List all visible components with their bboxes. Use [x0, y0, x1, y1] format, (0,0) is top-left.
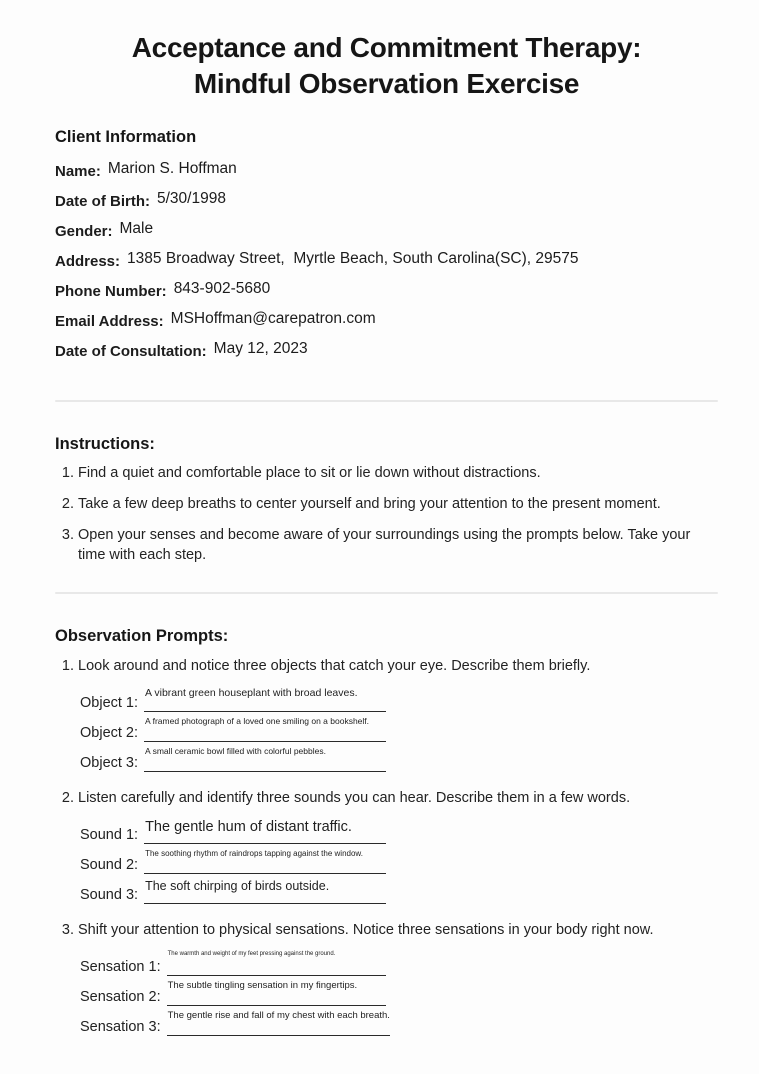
answer-text: A vibrant green houseplant with broad leaves.: [145, 687, 358, 699]
answer-row-sensation-3: [80, 1010, 390, 1036]
answer-fill-in-line[interactable]: [144, 687, 386, 712]
answer-text: The subtle tingling sensation in my fingertips.: [167, 980, 358, 991]
field-row-name: [55, 160, 718, 190]
client-information-fields: [55, 160, 718, 370]
field-row-gender: [55, 220, 718, 250]
answer-label: Sensation 2:: [80, 989, 161, 1005]
instructions-list: [55, 463, 708, 565]
answer-text: A small ceramic bowl filled with colorful pebbles.: [145, 746, 326, 756]
field-label: Address:: [55, 253, 121, 270]
prompt-text: Shift your attention to physical sensations. Notice three sensations in your body right now.: [78, 922, 654, 938]
answer-row-sound-3: [80, 880, 386, 904]
field-row-phone-number: [55, 280, 718, 310]
answer-row-object-3: [80, 748, 386, 772]
prompt-answers: [80, 952, 718, 1036]
field-label: Phone Number:: [55, 283, 167, 300]
answer-label: Sound 1:: [80, 827, 139, 843]
field-label: Date of Consultation:: [55, 343, 207, 360]
prompt-text: Listen carefully and identify three sounds you can hear. Describe them in a few words.: [78, 790, 631, 806]
prompt-answers: [80, 820, 718, 904]
answer-label: Sound 3:: [80, 887, 139, 903]
instruction-item: 1. Find a quiet and comfortable place to sit or lie down without distractions.: [78, 463, 708, 483]
answer-text: A framed photograph of a loved one smiling on a bookshelf.: [145, 716, 370, 726]
field-value: Marion S. Hoffman: [107, 160, 237, 177]
field-label: Name:: [55, 163, 101, 180]
answer-text: The gentle hum of distant traffic.: [145, 819, 352, 835]
answer-label: Object 3:: [80, 755, 139, 771]
instructions-heading: Instructions:: [55, 435, 155, 453]
field-value: Male: [119, 220, 154, 237]
field-label: Date of Birth:: [55, 193, 150, 210]
field-value: 843-902-5680: [173, 280, 271, 297]
field-row-address: [55, 250, 718, 280]
answer-fill-in-line[interactable]: [167, 1011, 390, 1036]
prompt-item-sounds: [78, 788, 718, 904]
answer-fill-in-line[interactable]: [144, 849, 386, 874]
document-title-line1: Acceptance and Commitment Therapy:: [131, 32, 642, 63]
instruction-item: 3. Open your senses and become aware of your surroundings using the prompts below. Take your time with each step.: [78, 525, 708, 565]
answer-label: Sound 2:: [80, 857, 139, 873]
answer-fill-in-line[interactable]: [144, 879, 386, 904]
field-value: May 12, 2023: [213, 340, 308, 357]
answer-fill-in-line[interactable]: [144, 747, 386, 772]
answer-text: The soft chirping of birds outside.: [145, 879, 330, 893]
answer-text: The gentle rise and fall of my chest with each breath.: [167, 1010, 390, 1021]
prompt-item-sensations: [78, 920, 718, 1036]
field-value: MSHoffman@carepatron.com: [170, 310, 376, 327]
answer-label: Sensation 3:: [80, 1019, 161, 1035]
answer-row-object-1: [80, 688, 386, 712]
document-title: [55, 30, 718, 102]
prompt-answers: [80, 688, 718, 772]
observation-prompts-heading: Observation Prompts:: [55, 627, 229, 645]
section-divider: [55, 400, 718, 402]
field-value: 5/30/1998: [157, 190, 226, 207]
answer-row-sensation-2: [80, 982, 386, 1006]
observation-prompts-list: [55, 656, 718, 1036]
answer-text: The warmth and weight of my feet pressing against the ground.: [167, 951, 336, 957]
answer-row-sensation-1: [80, 952, 386, 976]
prompt-text: Look around and notice three objects that catch your eye. Describe them briefly.: [78, 658, 591, 674]
client-information-heading: Client Information: [55, 128, 197, 146]
answer-row-object-2: [80, 718, 386, 742]
field-row-date-of-birth: [55, 190, 718, 220]
prompt-item-objects: [78, 656, 718, 772]
field-row-date-of-consultation: [55, 340, 718, 370]
field-label: Gender:: [55, 223, 113, 240]
answer-row-sound-2: [80, 850, 386, 874]
document-title-line2: Mindful Observation Exercise: [193, 68, 580, 99]
field-value: 1385 Broadway Street, Myrtle Beach, South Carolina(SC), 29575: [127, 250, 579, 267]
answer-fill-in-line[interactable]: [167, 951, 386, 976]
answer-row-sound-1: [80, 820, 386, 844]
section-divider: [55, 592, 718, 594]
answer-fill-in-line[interactable]: [144, 717, 386, 742]
answer-label: Object 1:: [80, 695, 139, 711]
answer-label: Object 2:: [80, 725, 139, 741]
field-label: Email Address:: [55, 313, 164, 330]
answer-label: Sensation 1:: [80, 959, 161, 975]
field-row-email-address: [55, 310, 718, 340]
answer-fill-in-line[interactable]: [144, 819, 386, 844]
instruction-item: 2. Take a few deep breaths to center yourself and bring your attention to the present moment.: [78, 494, 708, 514]
answer-fill-in-line[interactable]: [167, 981, 386, 1006]
answer-text: The soothing rhythm of raindrops tapping against the window.: [145, 849, 363, 858]
